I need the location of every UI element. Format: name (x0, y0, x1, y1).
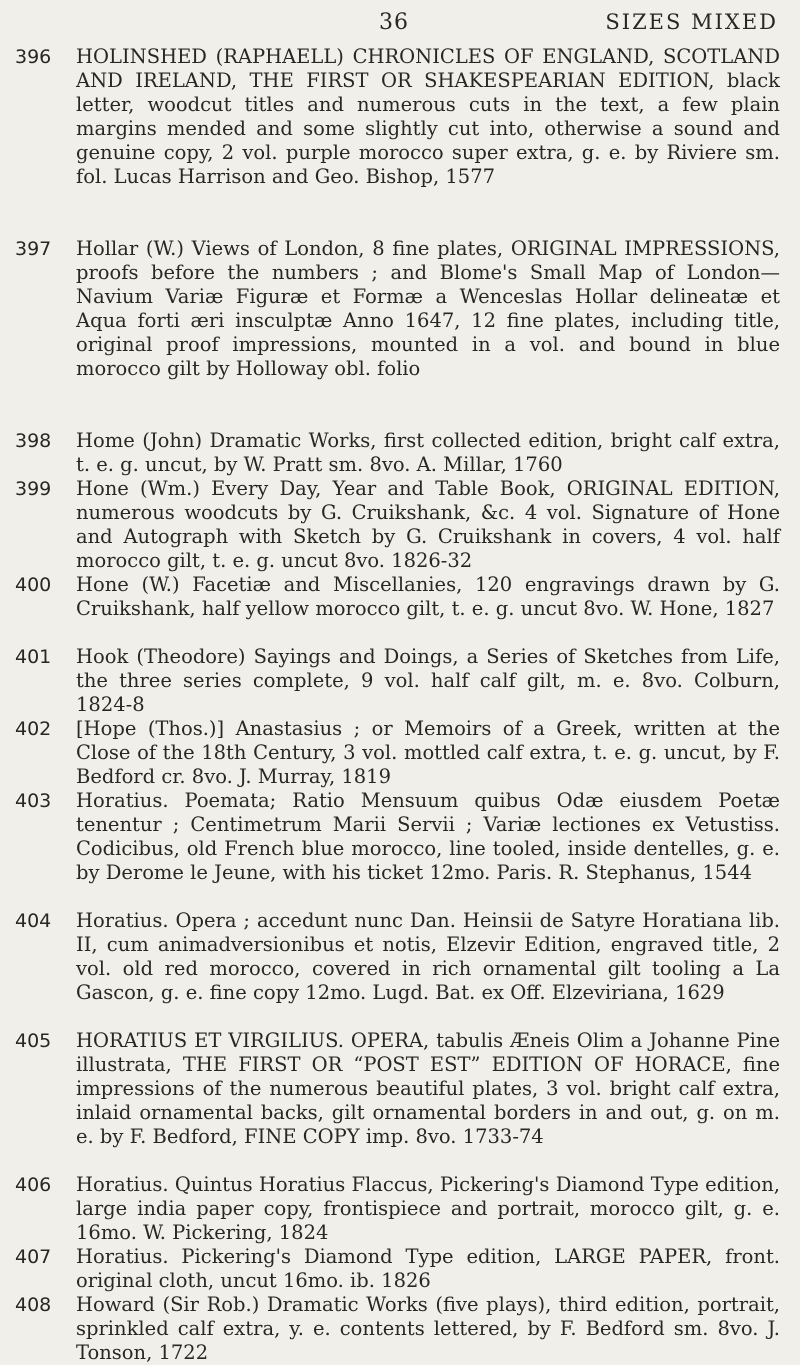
lot-number: 396 (15, 46, 52, 68)
lot-entry (0, 477, 800, 573)
lot-description: Howard (Sir Rob.) Dramatic Works (five plays), third edition, portrait, sprinkled calf extra, y. e. contents lettered, by F. Bedford sm. 8vo. J. Tonson, 1722 (76, 1293, 780, 1364)
lot-description: Hollar (W.) Views of London, 8 fine plates, ORIGINAL IMPRESSIONS, proofs before the numbers ; and Blome's Small Map of London—Navium Variæ Figuræ et Formæ a Wenceslas Hollar delineatæ et Aqua forti æri insculptæ Anno 1647, 12 fine plates, including title, original proof impressions, mounted in a vol. and bound in blue morocco gilt by Holloway obl. folio (76, 237, 780, 380)
lot-description: Horatius. Poemata; Ratio Mensuum quibus Odæ eiusdem Poetæ tenentur ; Centimetrum Marii Servii ; Variæ lectiones ex Vetustiss. Codicibus, old French blue morocco, line tooled, inside dentelles, g. e. by Derome le Jeune, with his ticket 12mo. Paris. R. Stephanus, 1544 (76, 789, 780, 884)
lot-description: Home (John) Dramatic Works, first collected edition, bright calf extra, t. e. g. uncut, by W. Pratt sm. 8vo. A. Millar, 1760 (76, 429, 780, 476)
lot-entry (0, 45, 800, 237)
lot-description: [Hope (Thos.)] Anastasius ; or Memoirs of a Greek, written at the Close of the 18th Century, 3 vol. mottled calf extra, t. e. g. uncut, by F. Bedford cr. 8vo. J. Murray, 1819 (76, 717, 780, 788)
lot-description: Hook (Theodore) Sayings and Doings, a Series of Sketches from Life, the three series complete, 9 vol. half calf gilt, m. e. 8vo. Colburn, 1824-8 (76, 645, 780, 716)
lot-number: 407 (15, 1246, 52, 1268)
lot-description: Horatius. Quintus Horatius Flaccus, Pickering's Diamond Type edition, large india paper copy, frontispiece and portrait, morocco gilt, g. e. 16mo. W. Pickering, 1824 (76, 1173, 780, 1244)
lot-entry (0, 573, 800, 645)
lot-number: 397 (15, 238, 52, 260)
lot-description: Horatius. Opera ; accedunt nunc Dan. Heinsii de Satyre Horatiana lib. II, cum animadversionibus et notis, Elzevir Edition, engraved title, 2 vol. old red morocco, covered in rich ornamental gilt tooling a La Gascon, g. e. fine copy 12mo. Lugd. Bat. ex Off. Elzeviriana, 1629 (76, 909, 780, 1004)
lot-entry (0, 789, 800, 909)
lot-entry (0, 1029, 800, 1173)
lot-number: 406 (15, 1174, 52, 1196)
lot-number: 399 (15, 478, 52, 500)
lot-entry (0, 1173, 800, 1245)
lot-number: 400 (15, 574, 52, 596)
lot-description: Horatius. Pickering's Diamond Type edition, LARGE PAPER, front. original cloth, uncut 16mo. ib. 1826 (76, 1245, 780, 1292)
lot-entry (0, 909, 800, 1029)
lot-entry (0, 237, 800, 429)
lot-entry (0, 1293, 800, 1365)
page-header (0, 10, 800, 40)
lot-list (0, 45, 800, 1365)
lot-number: 401 (15, 646, 52, 668)
lot-number: 405 (15, 1030, 52, 1052)
running-head: SIZES MIXED (605, 10, 778, 34)
lot-number: 398 (15, 430, 52, 452)
lot-entry (0, 645, 800, 717)
lot-entry (0, 1245, 800, 1293)
lot-entry (0, 717, 800, 789)
lot-number: 403 (15, 790, 52, 812)
lot-entry (0, 429, 800, 477)
lot-number: 408 (15, 1294, 52, 1316)
lot-description: HORATIUS ET VIRGILIUS. OPERA, tabulis Æneis Olim a Johanne Pine illustrata, THE FIRST OR “POST EST” EDITION OF HORACE, fine impressions of the numerous beautiful plates, 3 vol. bright calf extra, inlaid ornamental backs, gilt ornamental borders in and out, g. on m. e. by F. Bedford, FINE COPY imp. 8vo. 1733-74 (76, 1029, 780, 1148)
page-number: 36 (379, 10, 409, 35)
lot-description: HOLINSHED (RAPHAELL) CHRONICLES OF ENGLAND, SCOTLAND AND IRELAND, THE FIRST OR SHAKESPEARIAN EDITION, black letter, woodcut titles and numerous cuts in the text, a few plain margins mended and some slightly cut into, otherwise a sound and genuine copy, 2 vol. purple morocco super extra, g. e. by Riviere sm. fol. Lucas Harrison and Geo. Bishop, 1577 (76, 45, 780, 188)
lot-description: Hone (W.) Facetiæ and Miscellanies, 120 engravings drawn by G. Cruikshank, half yellow morocco gilt, t. e. g. uncut 8vo. W. Hone, 1827 (76, 573, 780, 620)
lot-number: 402 (15, 718, 52, 740)
lot-description: Hone (Wm.) Every Day, Year and Table Book, ORIGINAL EDITION, numerous woodcuts by G. Cruikshank, &c. 4 vol. Signature of Hone and Autograph with Sketch by G. Cruikshank in covers, 4 vol. half morocco gilt, t. e. g. uncut 8vo. 1826-32 (76, 477, 780, 572)
lot-number: 404 (15, 910, 52, 932)
